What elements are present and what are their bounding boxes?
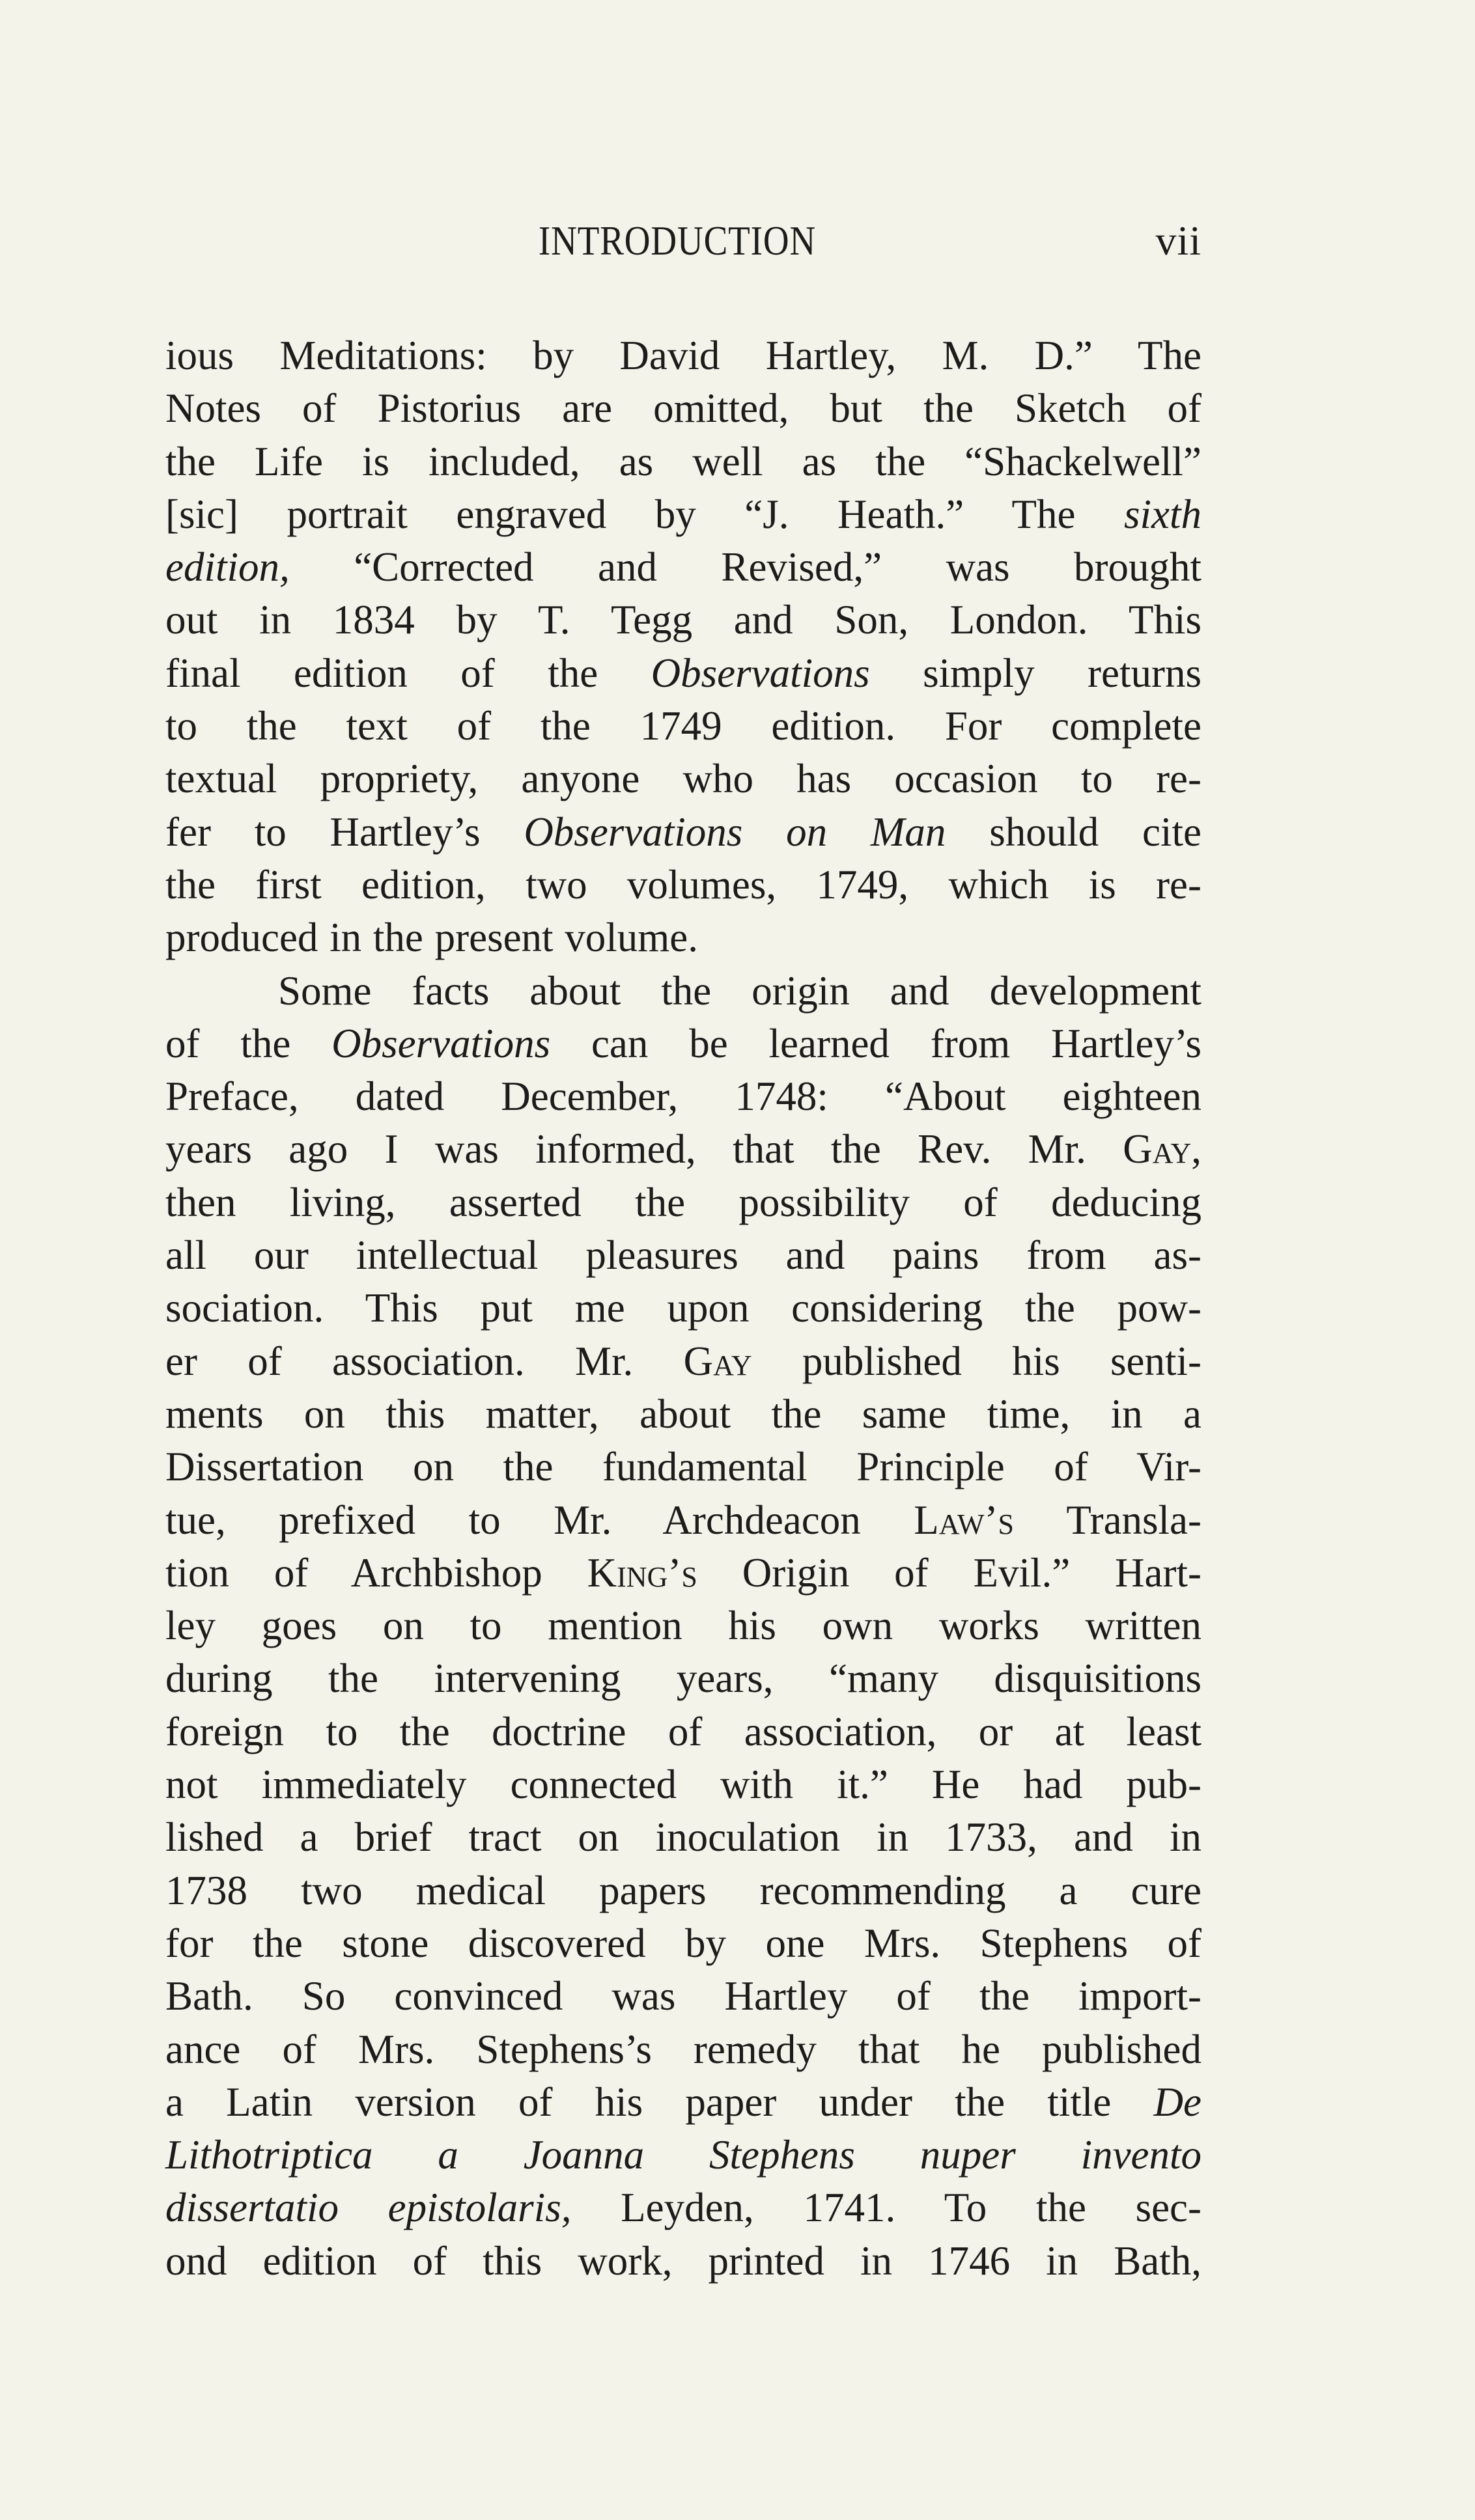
text-line xyxy=(165,1864,1201,1917)
text-segment: all our intellectual pleasures and pains from as- xyxy=(165,1232,1201,1279)
text-line xyxy=(165,1758,1201,1811)
text-line xyxy=(165,753,1201,805)
text-segment: ond edition of this work, printed in 1746 in Bath, xyxy=(165,2237,1201,2284)
text-segment: ley goes on to mention his own works written xyxy=(165,1603,1201,1649)
small-caps-text: Law’s xyxy=(914,1497,1014,1543)
text-line xyxy=(165,700,1201,753)
text-segment: , xyxy=(1191,1126,1201,1172)
text-segment: tue, prefixed to Mr. Archdeacon xyxy=(165,1497,914,1543)
text-line xyxy=(165,2181,1201,2234)
text-line xyxy=(165,859,1201,911)
text-segment: Preface, dated December, 1748: “About eighteen xyxy=(165,1073,1201,1120)
text-line xyxy=(165,1599,1201,1652)
running-header-title: INTRODUCTION xyxy=(538,217,817,264)
text-segment: of the xyxy=(165,1020,332,1066)
text-segment: 1738 two medical papers recommending a cure xyxy=(165,1867,1201,1913)
text-line xyxy=(165,436,1201,488)
text-line xyxy=(165,1811,1201,1864)
text-segment: textual propriety, anyone who has occasion to re- xyxy=(165,756,1201,802)
text-segment: a Latin version of his paper under the title xyxy=(165,2079,1154,2125)
text-line xyxy=(165,1123,1201,1176)
text-line xyxy=(165,2129,1201,2181)
text-segment: to the text of the 1749 edition. For complete xyxy=(165,703,1201,749)
text-segment: published his senti- xyxy=(752,1338,1201,1384)
text-line xyxy=(165,1970,1201,2023)
body-text xyxy=(165,329,1201,2288)
text-segment: ance of Mrs. Stephens’s remedy that he published xyxy=(165,2026,1201,2072)
text-segment: the first edition, two volumes, 1749, which is re- xyxy=(165,861,1201,907)
italic-text: Lithotriptica a Joanna Stephens nuper invento xyxy=(165,2132,1201,2178)
text-segment: Origin of Evil.” Hart- xyxy=(697,1549,1201,1596)
text-segment: out in 1834 by T. Tegg and Son, London. This xyxy=(165,597,1201,643)
text-segment: Bath. So convinced was Hartley of the import- xyxy=(165,1973,1201,2019)
text-segment: Dissertation on the fundamental Principle of Vir- xyxy=(165,1444,1201,1490)
text-line xyxy=(165,2023,1201,2076)
text-segment: Transla- xyxy=(1013,1497,1201,1543)
text-segment: the Life is included, as well as the “Shackelwell” xyxy=(165,438,1201,484)
small-caps-text: King’s xyxy=(587,1549,697,1596)
text-segment: [sic] portrait engraved by “J. Heath.” The xyxy=(165,491,1124,537)
small-caps-text: Gay xyxy=(1123,1126,1192,1172)
text-segment: ments on this matter, about the same time, in a xyxy=(165,1391,1201,1437)
text-line xyxy=(165,1441,1201,1493)
text-line xyxy=(165,1388,1201,1441)
italic-text: dissertatio epistolaris, xyxy=(165,2185,572,2231)
text-line xyxy=(165,2235,1201,2288)
text-segment: ious Meditations: by David Hartley, M. D.” The xyxy=(165,333,1201,378)
text-line xyxy=(165,1494,1201,1547)
text-line xyxy=(165,965,1201,1018)
text-line xyxy=(165,806,1201,859)
italic-text: Observations xyxy=(331,1020,551,1066)
text-segment: not immediately connected with it.” He had pub- xyxy=(165,1762,1201,1808)
italic-text: Observations xyxy=(651,650,870,696)
text-segment: sociation. This put me upon considering the pow- xyxy=(165,1285,1201,1331)
text-segment: should cite xyxy=(946,809,1201,855)
text-line xyxy=(165,1547,1201,1599)
text-segment: for the stone discovered by one Mrs. Stephens of xyxy=(165,1920,1201,1966)
text-line xyxy=(165,1176,1201,1229)
text-segment: Some facts about the origin and development xyxy=(278,967,1201,1014)
text-segment: can be learned from Hartley’s xyxy=(550,1020,1201,1066)
text-segment: simply returns xyxy=(869,650,1201,696)
text-segment: tion of Archbishop xyxy=(165,1549,587,1596)
text-line xyxy=(165,382,1201,435)
text-line xyxy=(165,911,1201,964)
italic-text: Observations on Man xyxy=(524,809,946,855)
italic-text: edition, xyxy=(165,544,290,590)
text-segment: fer to Hartley’s xyxy=(165,809,524,855)
text-line xyxy=(165,1335,1201,1388)
text-segment: lished a brief tract on inoculation in 1733, and in xyxy=(165,1814,1201,1861)
text-line xyxy=(165,329,1201,382)
text-line xyxy=(165,647,1201,700)
text-line xyxy=(165,1282,1201,1335)
italic-text: sixth xyxy=(1124,491,1201,537)
text-segment: final edition of the xyxy=(165,650,651,696)
text-segment: produced in the present volume. xyxy=(165,915,699,961)
text-segment: foreign to the doctrine of association, or at least xyxy=(165,1708,1201,1754)
text-segment: Notes of Pistorius are omitted, but the Sketch of xyxy=(165,385,1201,432)
text-line xyxy=(165,2076,1201,2129)
text-segment: er of association. Mr. xyxy=(165,1338,684,1384)
text-line xyxy=(165,488,1201,541)
italic-text: De xyxy=(1153,2079,1201,2125)
small-caps-text: Gay xyxy=(683,1338,752,1384)
text-line xyxy=(165,1917,1201,1970)
text-line xyxy=(165,1706,1201,1758)
text-line xyxy=(165,541,1201,594)
text-line xyxy=(165,1229,1201,1282)
text-segment: “Corrected and Revised,” was brought xyxy=(289,544,1201,590)
text-line xyxy=(165,1652,1201,1705)
text-line xyxy=(165,1070,1201,1123)
text-segment: Leyden, 1741. To the sec- xyxy=(571,2185,1201,2231)
page-number: vii xyxy=(1155,217,1201,264)
text-line xyxy=(165,1018,1201,1070)
text-segment: during the intervening years, “many disquisitions xyxy=(165,1655,1201,1702)
text-line xyxy=(165,594,1201,646)
text-segment: years ago I was informed, that the Rev. Mr. xyxy=(165,1126,1123,1172)
text-segment: then living, asserted the possibility of deducing xyxy=(165,1179,1201,1225)
